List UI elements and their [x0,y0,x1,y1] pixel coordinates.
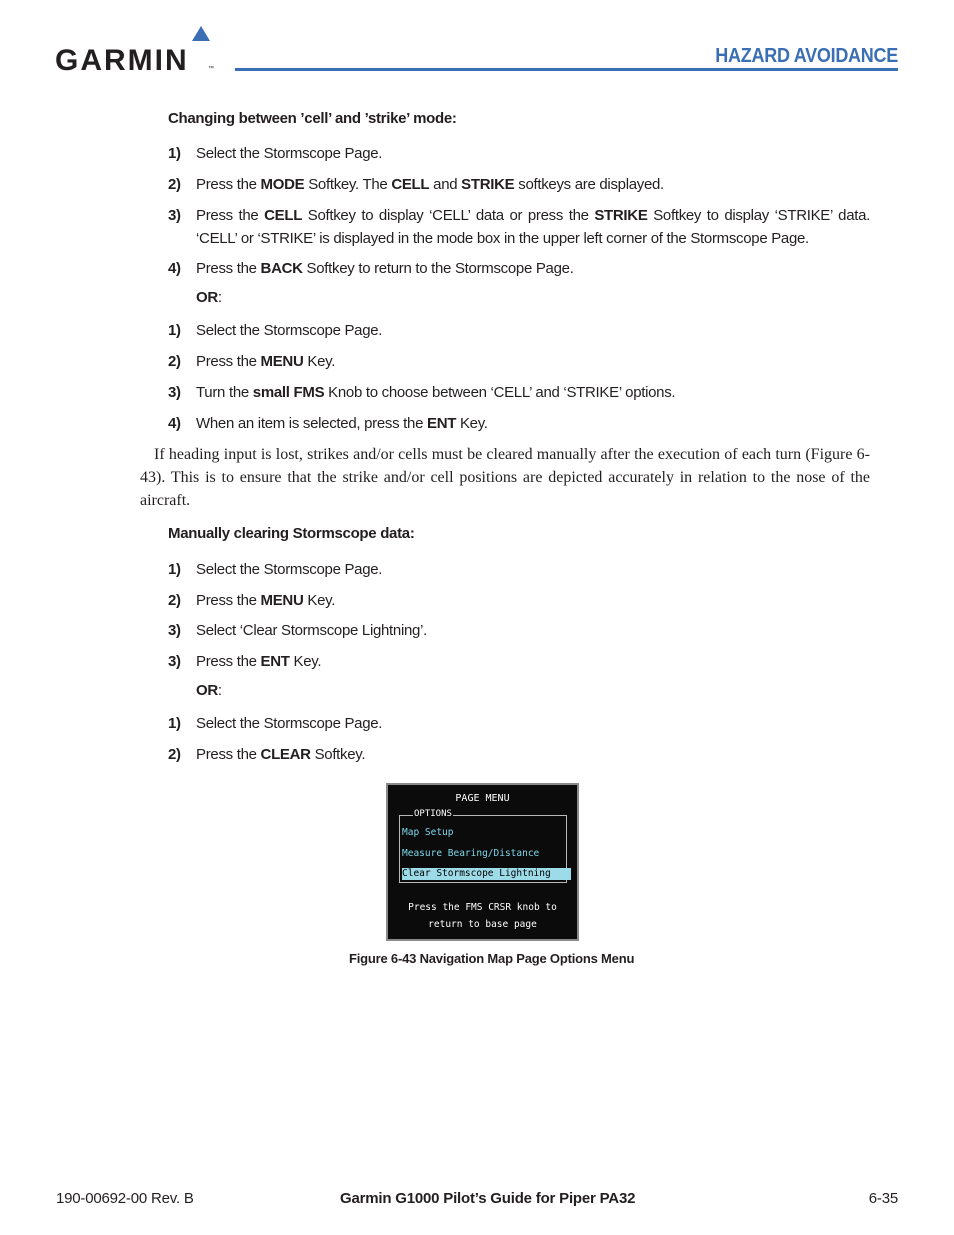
key-label: MENU [260,353,304,370]
key-label: small FMS [252,384,325,401]
logo-text: GARMIN [55,44,189,77]
step [168,619,870,642]
menu-hint-line: return to base page [428,919,537,930]
body-paragraph [140,443,870,512]
garmin-triangle-icon [192,26,210,41]
step-number: 3) [168,653,181,670]
procedure-title: Changing between ’cell’ and ’strike’ mode: [168,110,457,127]
step-number: 1) [168,715,181,732]
step-text: softkeys are displayed. [514,176,664,193]
step-text: Softkey to display ‘STRIKE’ data. ‘CELL’ or ‘STRIKE’ is displayed in the mode box in the upper left corner of the Stormscope Page. [196,207,871,247]
step-number: 2) [168,592,181,609]
options-group-label: OPTIONS [414,809,452,819]
step-text: Press the [196,746,261,763]
key-label: BACK [260,260,303,277]
step-text: Press the [196,207,265,224]
header-rule [235,68,898,71]
paragraph-text: If heading input is lost, strikes and/or cells must be cleared manually after the execution of each turn (Figure 6-43). This is to ensure that the strike and/or cell positions are depicted accurately in relation to the nose of the aircraft. [140,446,870,509]
step [168,712,870,735]
step-number: 3) [168,622,181,639]
step [168,319,870,342]
step-text: Press the [196,653,261,670]
step-text: Softkey. The [304,176,392,193]
step-text: Key. [303,592,336,609]
step-text: Select the Stormscope Page. [196,145,383,162]
step-text: Knob to choose between ‘CELL’ and ‘STRIKE’ options. [324,384,676,401]
key-label: ENT [426,415,457,432]
step-number: 3) [168,384,181,401]
step-number: 4) [168,260,181,277]
step-number: 1) [168,145,181,162]
key-label: MODE [260,176,305,193]
step-number: 1) [168,322,181,339]
step [168,350,870,373]
step-number: 4) [168,415,181,432]
step [168,558,870,581]
step-text: Press the [196,353,261,370]
step [168,381,870,404]
or-label: OR [196,682,218,699]
step-text: Softkey. [310,746,366,763]
or-separator [196,289,222,306]
step-text: When an item is selected, press the [196,415,427,432]
footer-document-number: 190-00692-00 Rev. B [56,1190,194,1207]
or-label: OR [196,289,218,306]
menu-item-measure-bearing-distance[interactable]: Measure Bearing/Distance [402,848,540,859]
menu-hint [388,899,577,933]
step-text: Select ‘Clear Stormscope Lightning’. [196,622,427,639]
menu-item-clear-stormscope-lightning[interactable]: Clear Stormscope Lightning [402,868,571,880]
section-title: HAZARD AVOIDANCE [715,45,898,67]
step-text: Press the [196,176,261,193]
step [168,412,870,435]
key-label: CLEAR [260,746,311,763]
key-label: MENU [260,592,304,609]
step-text: Key. [289,653,322,670]
key-label: CELL [264,207,303,224]
step-number: 2) [168,176,181,193]
step-number: 2) [168,353,181,370]
step-text: Press the [196,260,261,277]
figure-caption: Figure 6-43 Navigation Map Page Options Menu [349,951,635,966]
procedure-title: Manually clearing Stormscope data: [168,525,415,542]
or-colon: : [217,289,222,306]
step-number: 3) [168,207,181,224]
step-text: Select the Stormscope Page. [196,715,383,732]
step [168,142,870,165]
key-label: STRIKE [594,207,648,224]
garmin-logo [55,26,220,76]
step-text: Softkey to return to the Stormscope Page. [302,260,574,277]
page-menu-title: PAGE MENU [455,793,510,804]
step-text: Select the Stormscope Page. [196,561,383,578]
key-label: STRIKE [461,176,515,193]
step-text: Key. [456,415,488,432]
or-colon: : [217,682,222,699]
step-number: 1) [168,561,181,578]
or-separator [196,682,222,699]
step-text: Softkey to display ‘CELL’ data or press the [302,207,595,224]
step [168,257,870,280]
step [168,650,870,673]
step-text: Key. [303,353,336,370]
step-text: Select the Stormscope Page. [196,322,383,339]
step-number: 2) [168,746,181,763]
key-label: CELL [391,176,430,193]
menu-item-map-setup[interactable]: Map Setup [402,827,454,838]
footer-page-number: 6-35 [868,1190,898,1207]
step-text: Turn the [196,384,253,401]
step-text: Press the [196,592,261,609]
step [168,173,870,196]
step-text: and [429,176,462,193]
step [168,743,870,766]
footer-title: Garmin G1000 Pilot’s Guide for Piper PA32 [340,1190,636,1207]
logo-trademark: ™ [208,66,214,72]
step [168,204,870,250]
step [168,589,870,612]
key-label: ENT [260,653,290,670]
page-menu-screen [386,783,579,941]
menu-hint-line: Press the FMS CRSR knob to [408,902,557,913]
